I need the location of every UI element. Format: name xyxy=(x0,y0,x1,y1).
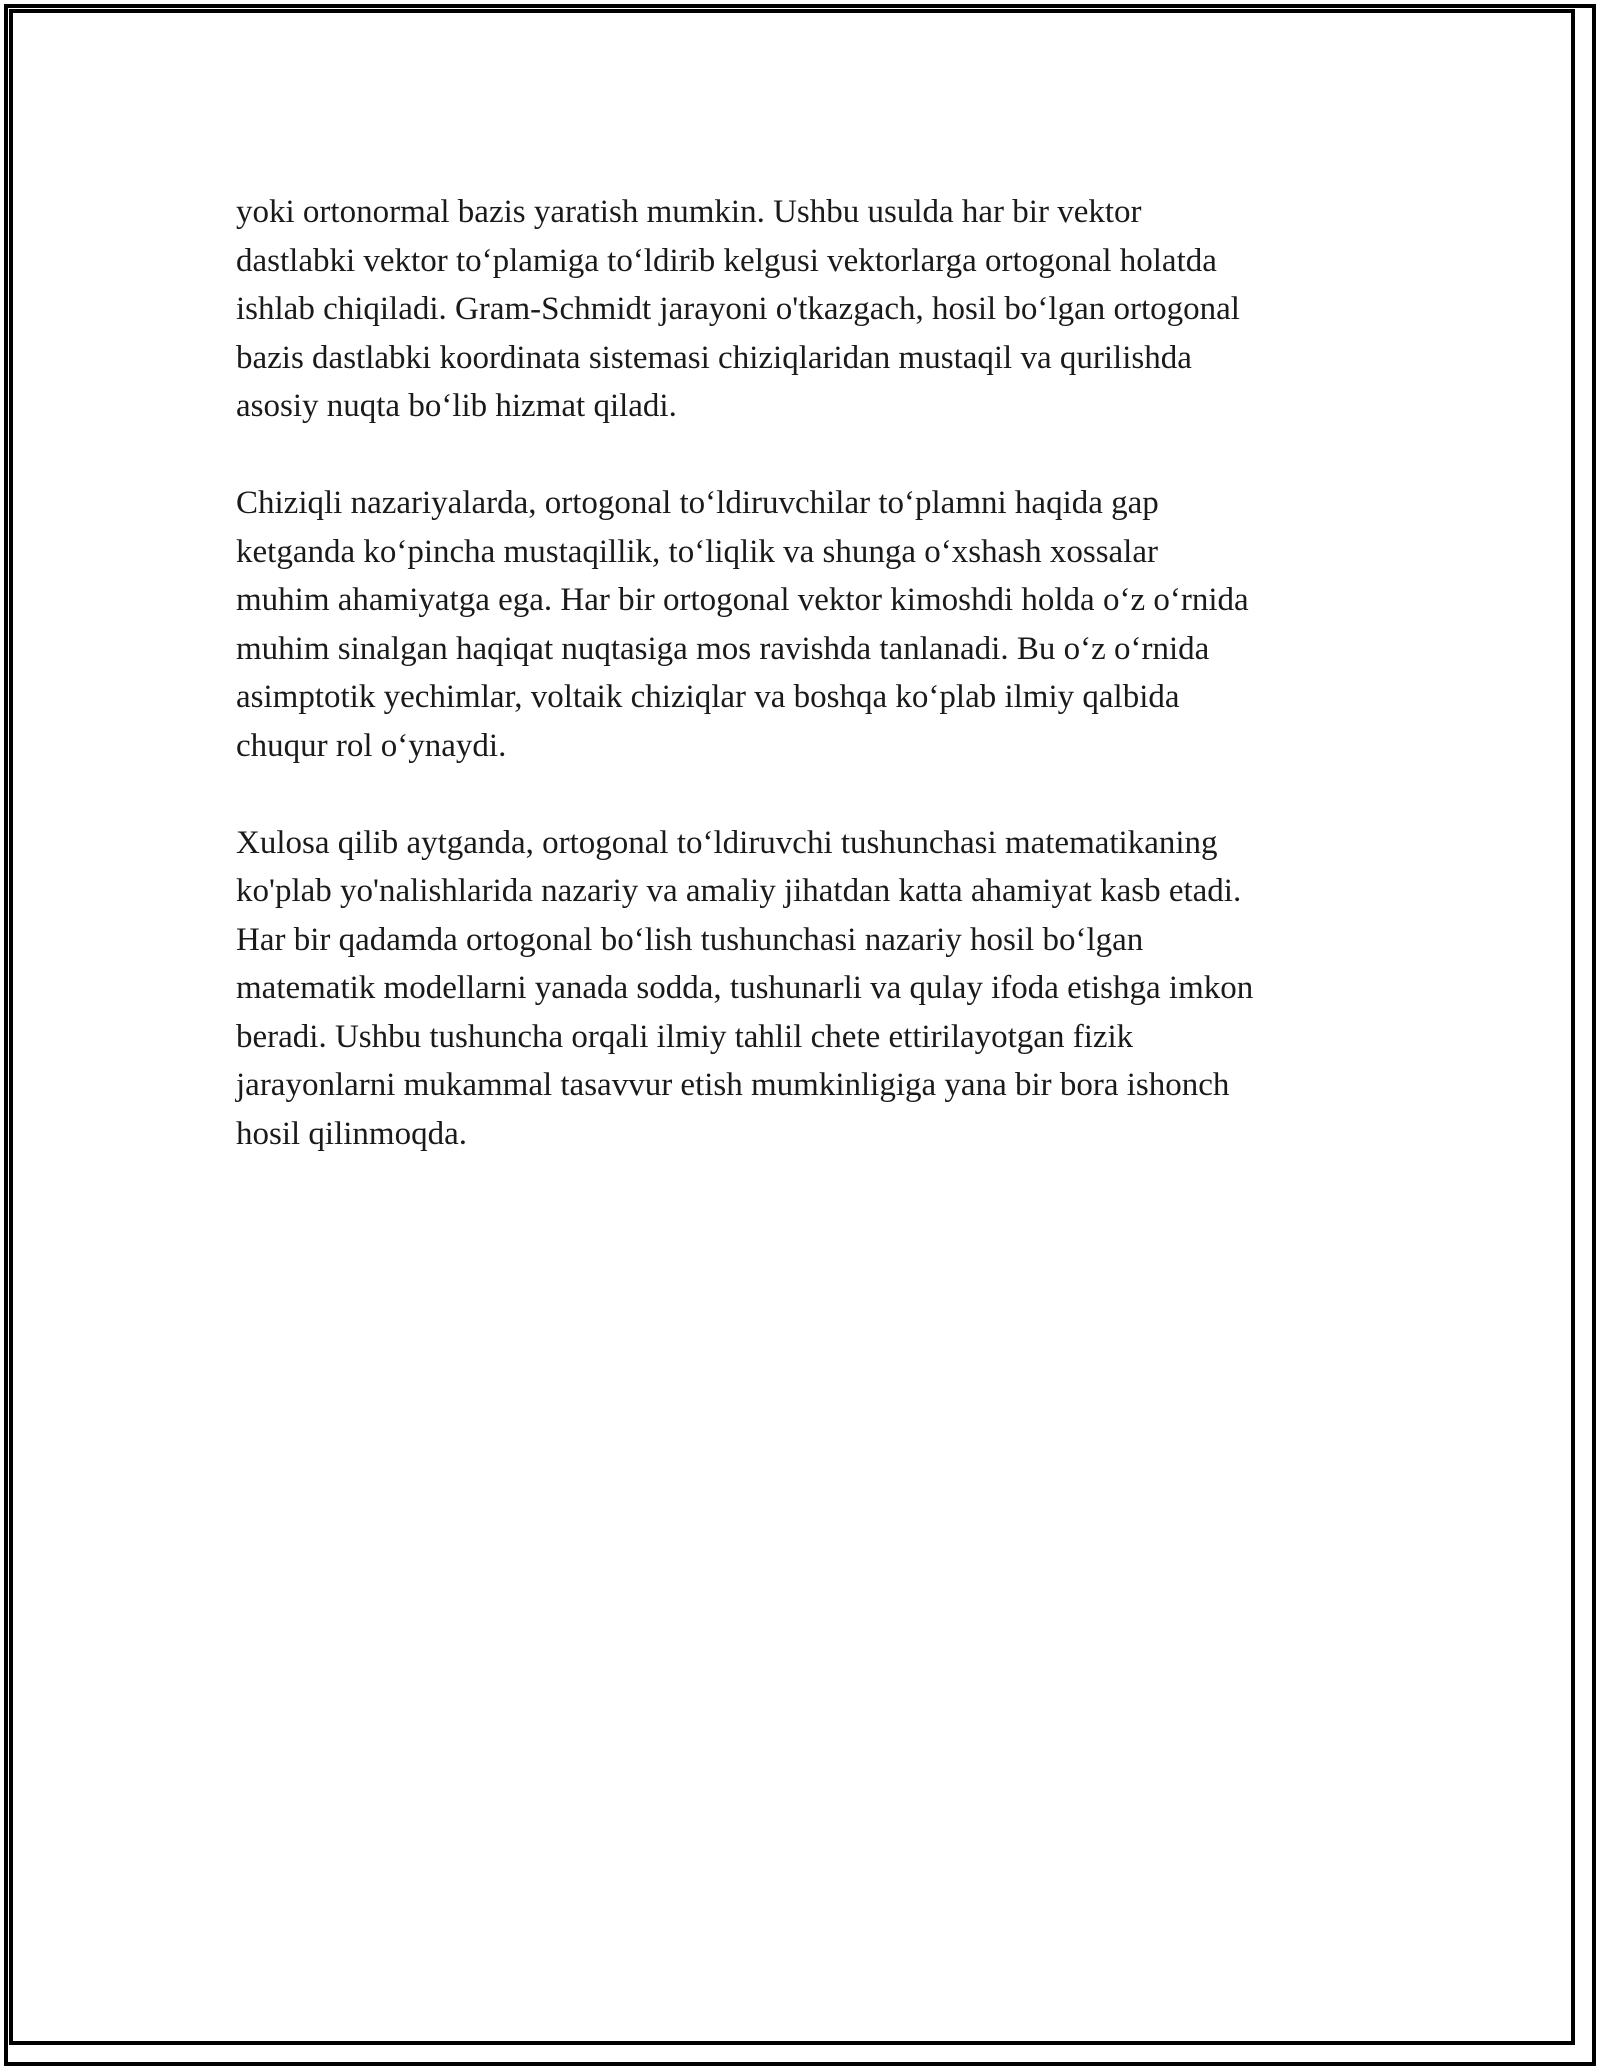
text-line: bazis dastlabki koordinata sistemasi chiziqlaridan mustaqil va qurilishda xyxy=(236,339,1192,376)
text-line: Chiziqli nazariyalarda, ortogonal to‘ldiruvchilar to‘plamni haqida gap xyxy=(236,485,1159,521)
text-line: matematik modellarni yanada sodda, tushunarli va qulay ifoda etishga imkon xyxy=(236,970,1254,1006)
text-line: chuqur rol o‘ynaydi. xyxy=(236,727,507,764)
text-line: jarayonlarni mukammal tasavvur etish mumkinligiga yana bir bora ishonch xyxy=(236,1067,1230,1103)
document-body xyxy=(236,188,1376,1207)
paragraph-2 xyxy=(236,479,1376,770)
paragraph-1 xyxy=(236,188,1376,431)
text-line: Har bir qadamda ortogonal bo‘lish tushunchasi nazariy hosil bo‘lgan xyxy=(236,921,1144,958)
text-line: muhim sinalgan haqiqat nuqtasiga mos ravishda tanlanadi. Bu o‘z o‘rnida xyxy=(236,630,1210,667)
paragraph-3 xyxy=(236,819,1376,1159)
text-line: ko'plab yo'nalishlarida nazariy va amaliy jihatdan katta ahamiyat kasb etadi. xyxy=(236,873,1242,909)
text-line: beradi. Ushbu tushuncha orqali ilmiy tahlil chete ettirilayotgan fizik xyxy=(236,1018,1134,1055)
text-line: asimptotik yechimlar, voltaik chiziqlar va boshqa ko‘plab ilmiy qalbida xyxy=(236,679,1180,715)
text-line: asosiy nuqta bo‘lib hizmat qiladi. xyxy=(236,388,677,424)
text-line: ketganda ko‘pincha mustaqillik, to‘liqlik va shunga o‘xshash xossalar xyxy=(236,533,1158,570)
text-line: Xulosa qilib aytganda, ortogonal to‘ldiruvchi tushunchasi matematikaning xyxy=(236,824,1218,861)
text-line: dastlabki vektor to‘plamiga to‘ldirib kelgusi vektorlarga ortogonal holatda xyxy=(236,242,1217,279)
text-line: ishlab chiqiladi. Gram-Schmidt jarayoni o'tkazgach, hosil bo‘lgan ortogonal xyxy=(236,291,1240,327)
text-line: muhim ahamiyatga ega. Har bir ortogonal vektor kimoshdi holda o‘z o‘rnida xyxy=(236,582,1249,618)
text-line: yoki ortonormal bazis yaratish mumkin. Ushbu usulda har bir vektor xyxy=(236,194,1142,230)
text-line: hosil qilinmoqda. xyxy=(236,1115,467,1152)
